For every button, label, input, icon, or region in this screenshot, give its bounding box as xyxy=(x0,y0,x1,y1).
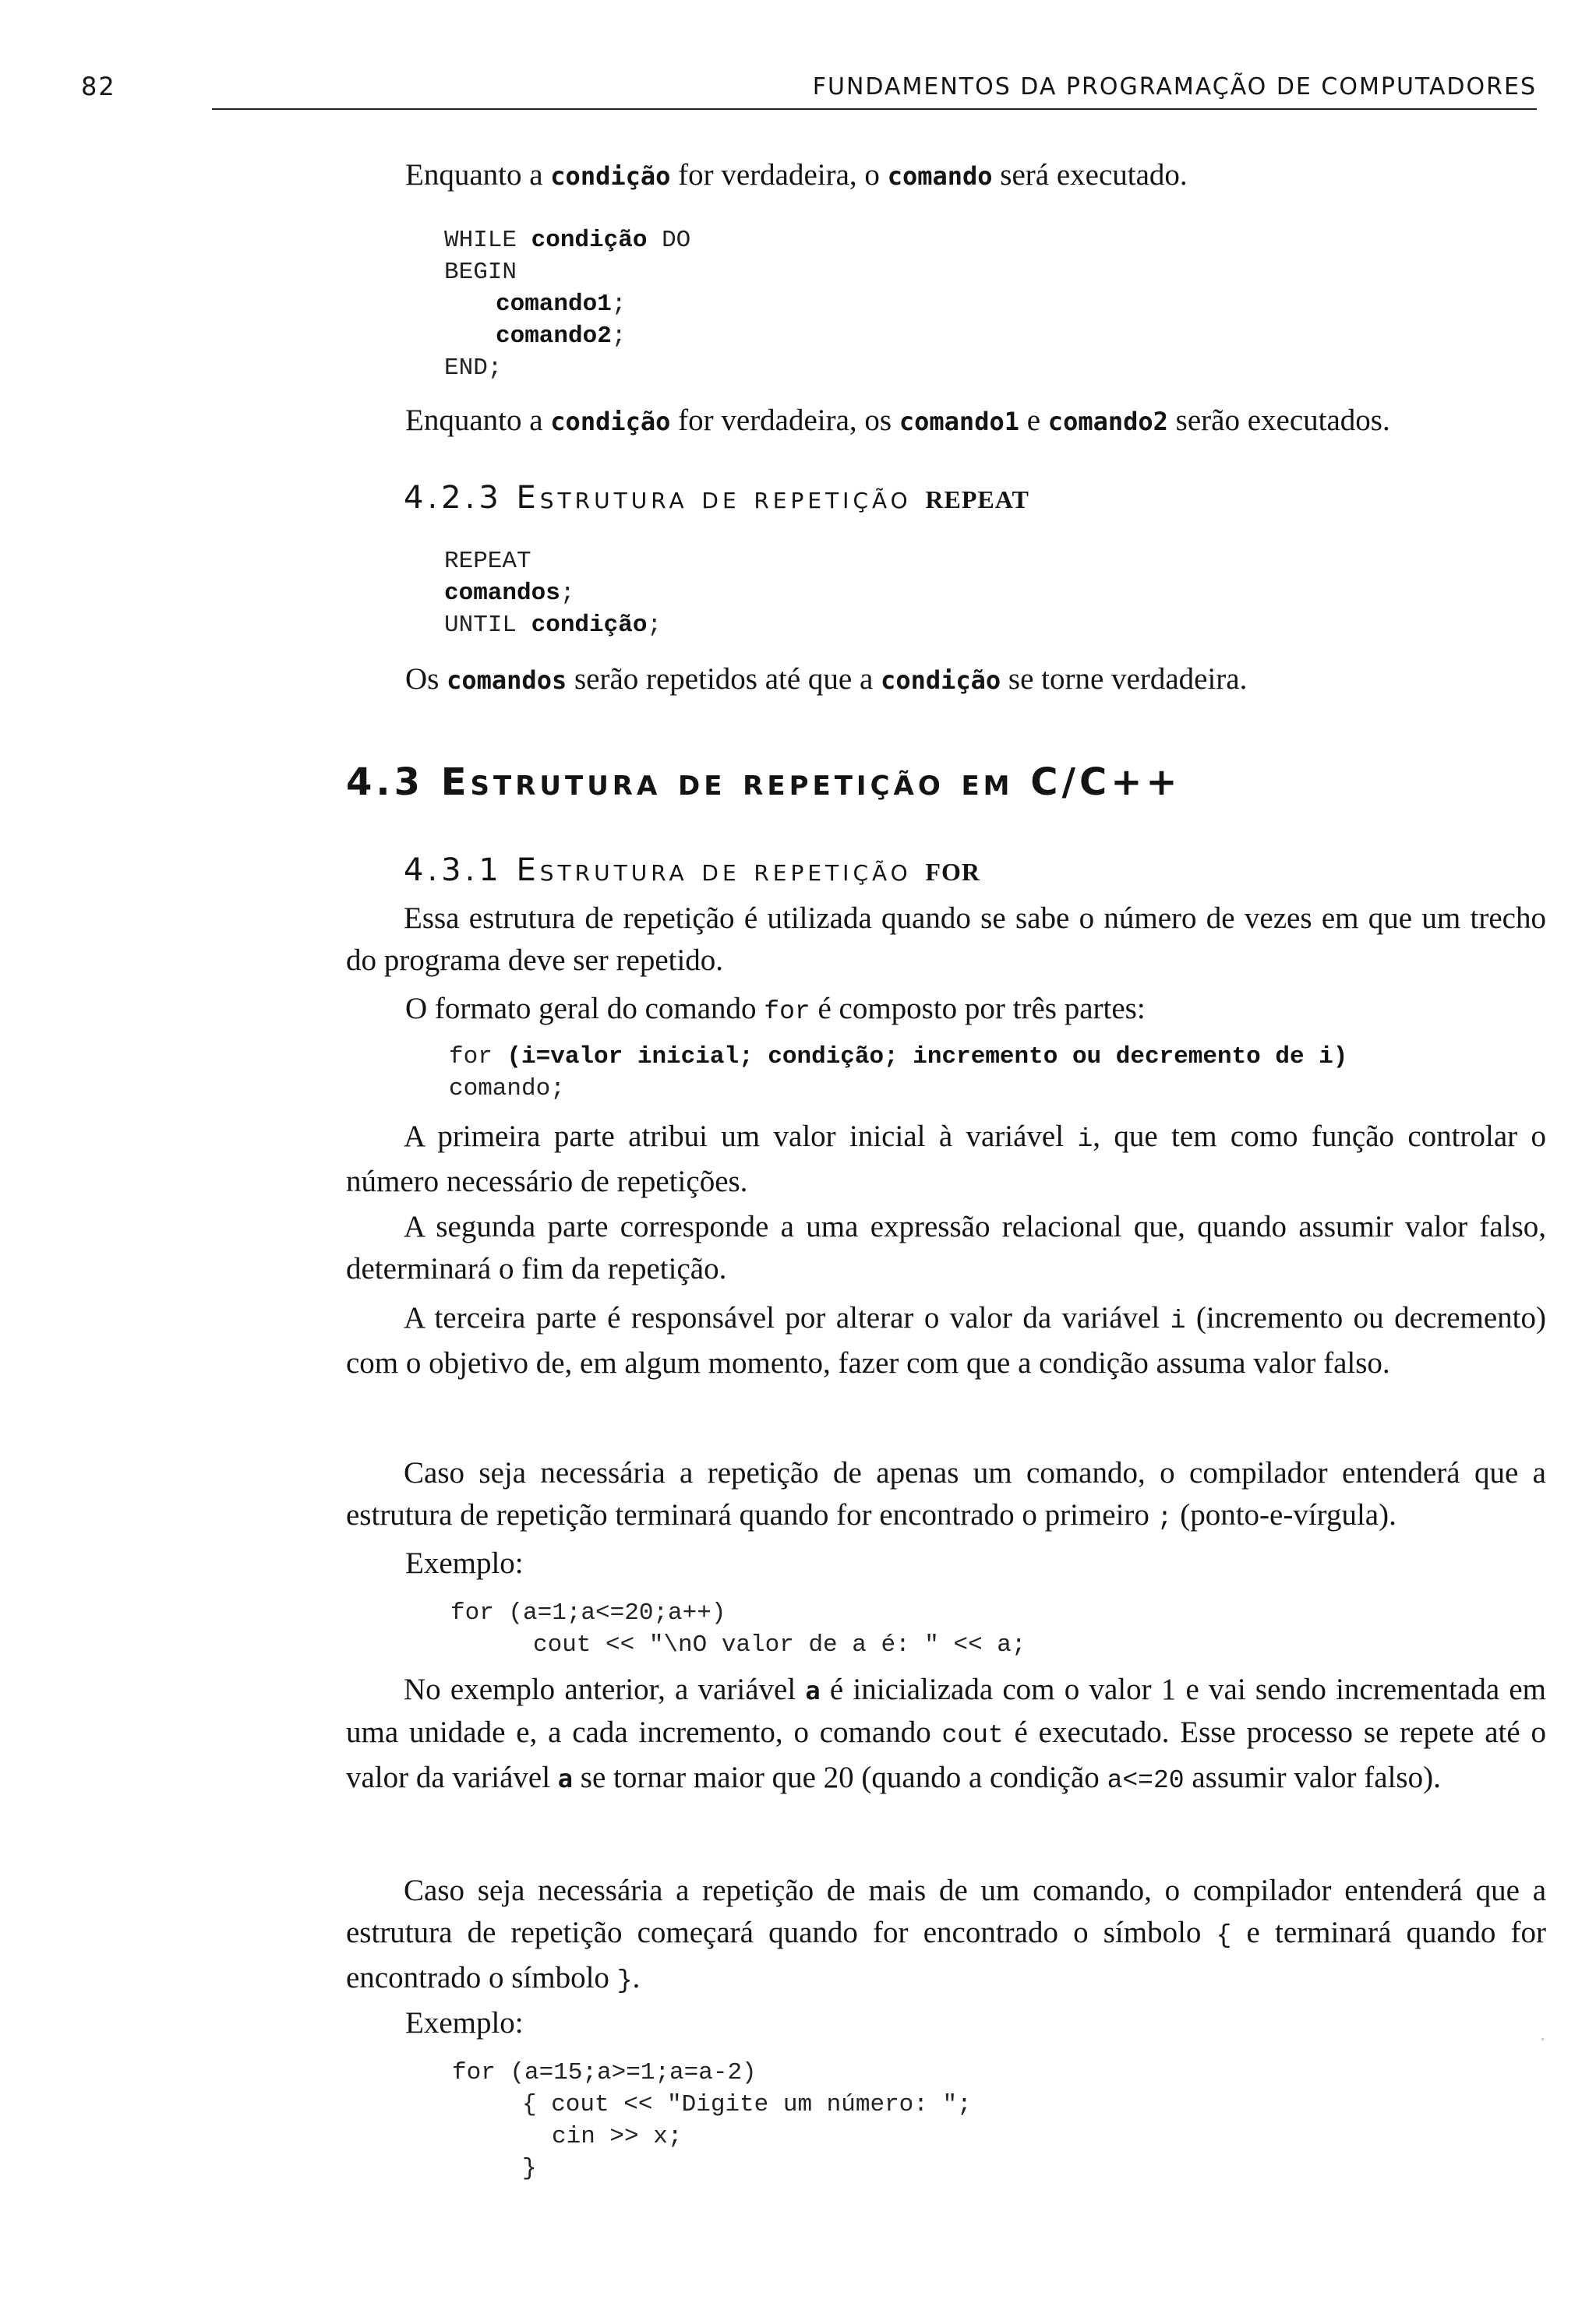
code-line: REPEAT xyxy=(444,548,531,575)
paragraph-single-command: Caso seja necessária a repetição de apenas um comando, o compilador entenderá que a estrutura de repetição terminará quando for encontrado o primeiro ; (ponto-e-vírgula). xyxy=(346,1456,1546,1532)
running-title: FUNDAMENTOS DA PROGRAMAÇÃO DE COMPUTADORES xyxy=(812,73,1537,101)
code-line: UNTIL condição; xyxy=(444,612,662,639)
code-line: cout << "\nO valor de a é: " << a; xyxy=(533,1631,1026,1659)
paragraph-third-part: A terceira parte é responsável por alterar o valor da variável i (incremento ou decremento) com o objetivo de, em algum momento, fazer com que a condição assuma valor falso. xyxy=(346,1301,1546,1380)
code-line: comandos; xyxy=(444,580,575,607)
code-line: comando; xyxy=(449,1075,565,1102)
paragraph-for-intro: Essa estrutura de repetição é utilizada quando se sabe o número de vezes em que um trecho do programa deve ser repetido. xyxy=(346,901,1546,977)
code-line: for (a=15;a>=1;a=a-2) xyxy=(452,2059,757,2086)
page-header xyxy=(0,0,1596,117)
code-line: comando1; xyxy=(496,291,627,318)
code-line: for (a=1;a<=20;a++) xyxy=(450,1599,726,1627)
code-line: END; xyxy=(444,354,503,382)
example-label: Exemplo: xyxy=(405,1546,524,1580)
code-line: BEGIN xyxy=(444,259,517,286)
header-rule xyxy=(212,108,1537,110)
code-while xyxy=(444,224,1596,384)
code-line: comando2; xyxy=(496,323,627,350)
paragraph-block-commands: Caso seja necessária a repetição de mais de um comando, o compilador entenderá que a estrutura de repetição começará quando for encontrado o símbolo { e terminará quando for encontrado o símbolo }. xyxy=(346,1874,1546,1995)
example-label: Exemplo: xyxy=(405,2006,524,2040)
code-example-1 xyxy=(450,1597,1596,1661)
page-number: 82 xyxy=(81,72,116,101)
paragraph-while-command: Enquanto a condição for verdadeira, o comando será executado. xyxy=(405,158,1188,192)
paragraph-while-block: Enquanto a condição for verdadeira, os comando1 e comando2 serão executados. xyxy=(405,404,1390,437)
code-repeat xyxy=(444,545,1596,641)
code-line: cin >> x; xyxy=(552,2123,683,2150)
code-line: { cout << "Digite um número: "; xyxy=(522,2091,972,2118)
code-line: for (i=valor inicial; condição; incremento ou decremento de i) xyxy=(449,1043,1348,1070)
paragraph-second-part: A segunda parte corresponde a uma expressão relacional que, quando assumir valor falso, determinará o fim da repetição. xyxy=(346,1210,1546,1285)
section-heading-4-3-1: 4.3.1 Estrutura de repetição FOR xyxy=(404,852,980,888)
code-line: WHILE condição DO xyxy=(444,227,691,254)
paragraph-example-1: No exemplo anterior, a variável a é inicializada com o valor 1 e vai sendo incrementada em uma unidade e, a cada incremento, o comando cout é executado. Esse processo se repete até o valor da variável a se tornar maior que 20 (quando a condição a<=20 assumir valor falso). xyxy=(346,1673,1547,1795)
section-heading-4-2-3: 4.2.3 Estrutura de repetição REPEAT xyxy=(404,480,1029,516)
code-example-2 xyxy=(452,2057,1596,2185)
paragraph-for-format: O formato geral do comando for é composto por três partes: xyxy=(405,992,1146,1026)
scan-speck xyxy=(1541,2038,1544,2040)
code-line: } xyxy=(522,2155,537,2182)
code-for-general xyxy=(449,1041,1596,1105)
section-heading-4-3: 4.3 Estrutura de repetição em C/C++ xyxy=(346,760,1181,804)
paragraph-first-part: A primeira parte atribui um valor inicial à variável i, que tem como função controlar o número necessário de repetições. xyxy=(346,1120,1546,1198)
paragraph-repeat: Os comandos serão repetidos até que a condição se torne verdadeira. xyxy=(405,662,1248,696)
